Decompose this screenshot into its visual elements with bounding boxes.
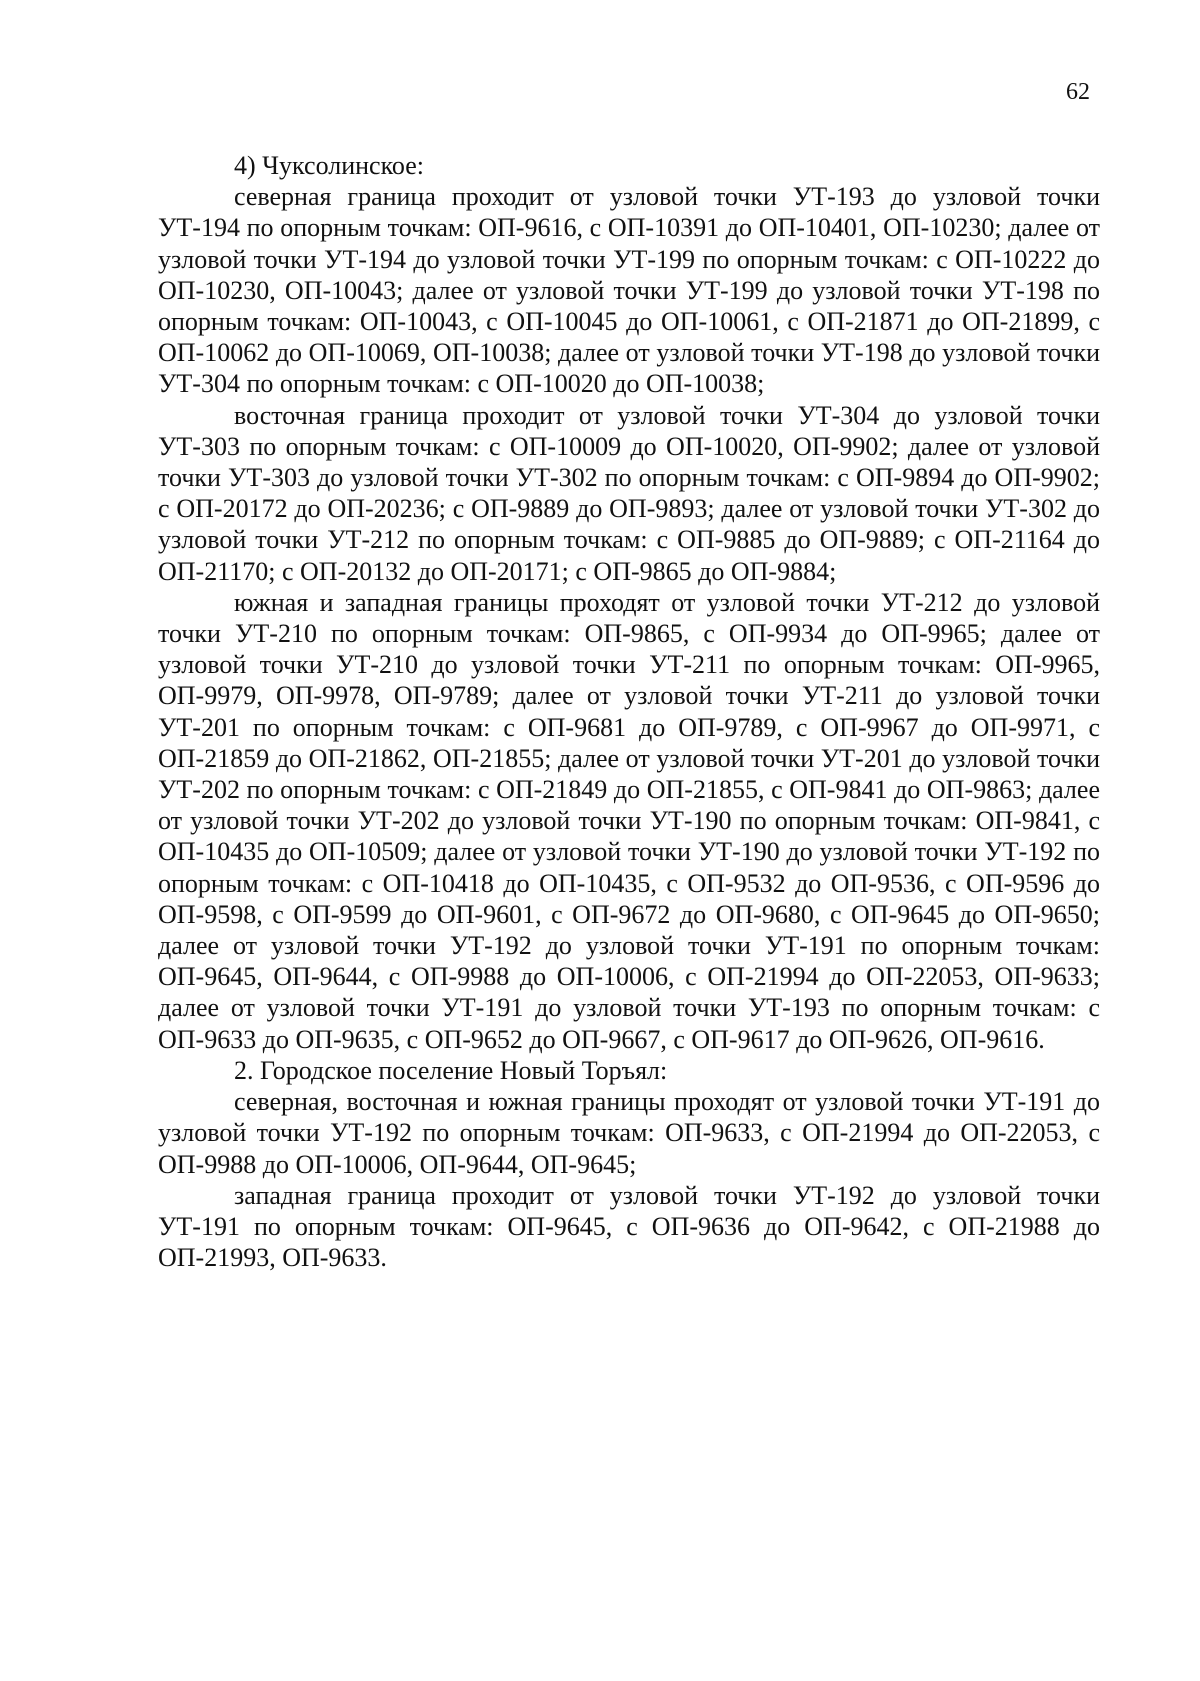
document-body xyxy=(158,150,1100,1273)
paragraph-north-east-south-boundary: северная, восточная и южная границы проходят от узловой точки УТ-191 до узловой точки УТ-192 по опорным точкам: ОП-9633, с ОП-21994 до ОП-22053, с ОП-9988 до ОП-10006, ОП-9644, ОП-9645; xyxy=(158,1087,1100,1179)
paragraph-northern-boundary: северная граница проходит от узловой точки УТ-193 до узловой точки УТ-194 по опорным точкам: ОП-9616, с ОП-10391 до ОП-10401, ОП-10230; далее от узловой точки УТ-194 до узловой точки УТ-199 по опорным точкам: с ОП-10222 до ОП-10230, ОП-10043; далее от узловой точки УТ-199 до узловой точки УТ-198 по опорным точкам: ОП-10043, с ОП-10045 до ОП-10061, с ОП-21871 до ОП-21899, с ОП-10062 до ОП-10069, ОП-10038; далее от узловой точки УТ-198 до узловой точки УТ-304 по опорным точкам: с ОП-10020 до ОП-10038; xyxy=(158,182,1100,399)
paragraph-western-boundary: западная граница проходит от узловой точки УТ-192 до узловой точки УТ-191 по опорным точкам: ОП-9645, с ОП-9636 до ОП-9642, с ОП-21988 до ОП-21993, ОП-9633. xyxy=(158,1180,1100,1273)
paragraph-southern-western-boundary: южная и западная границы проходят от узловой точки УТ-212 до узловой точки УТ-210 по опорным точкам: ОП-9865, с ОП-9934 до ОП-9965; далее от узловой точки УТ-210 до узловой точки УТ-211 по опорным точкам: ОП-9965, ОП-9979, ОП-9978, ОП-9789; далее от узловой точки УТ-211 до узловой точки УТ-201 по опорным точкам: с ОП-9681 до ОП-9789, с ОП-9967 до ОП-9971, с ОП-21859 до ОП-21862, ОП-21855; далее от узловой точки УТ-201 до узловой точки УТ-202 по опорным точкам: с ОП-21849 до ОП-21855, с ОП-9841 до ОП-9863; далее от узловой точки УТ-202 до узловой точки УТ-190 по опорным точкам: ОП-9841, с ОП-10435 до ОП-10509; далее от узловой точки УТ-190 до узловой точки УТ-192 по опорным точкам: с ОП-10418 до ОП-10435, с ОП-9532 до ОП-9536, с ОП-9596 до ОП-9598, с ОП-9599 до ОП-9601, с ОП-9672 до ОП-9680, с ОП-9645 до ОП-9650; далее от узловой точки УТ-192 до узловой точки УТ-191 по опорным точкам: ОП-9645, ОП-9644, с ОП-9988 до ОП-10006, с ОП-21994 до ОП-22053, ОП-9633; далее от узловой точки УТ-191 до узловой точки УТ-193 по опорным точкам: с ОП-9633 до ОП-9635, с ОП-9652 до ОП-9667, с ОП-9617 до ОП-9626, ОП-9616. xyxy=(158,587,1100,1054)
section-heading-novy-toryal: 2. Городское поселение Новый Торъял: xyxy=(234,1055,668,1085)
paragraph-eastern-boundary: восточная граница проходит от узловой точки УТ-304 до узловой точки УТ-303 по опорным точкам: с ОП-10009 до ОП-10020, ОП-9902; далее от узловой точки УТ-303 до узловой точки УТ-302 по опорным точкам: с ОП-9894 до ОП-9902; с ОП-20172 до ОП-20236; с ОП-9889 до ОП-9893; далее от узловой точки УТ-302 до узловой точки УТ-212 по опорным точкам: с ОП-9885 до ОП-9889; с ОП-21164 до ОП-21170; с ОП-20132 до ОП-20171; с ОП-9865 до ОП-9884; xyxy=(158,400,1100,586)
page-number: 62 xyxy=(1066,79,1090,105)
section-heading-chuksolinskoe: 4) Чуксолинское: xyxy=(234,151,424,180)
